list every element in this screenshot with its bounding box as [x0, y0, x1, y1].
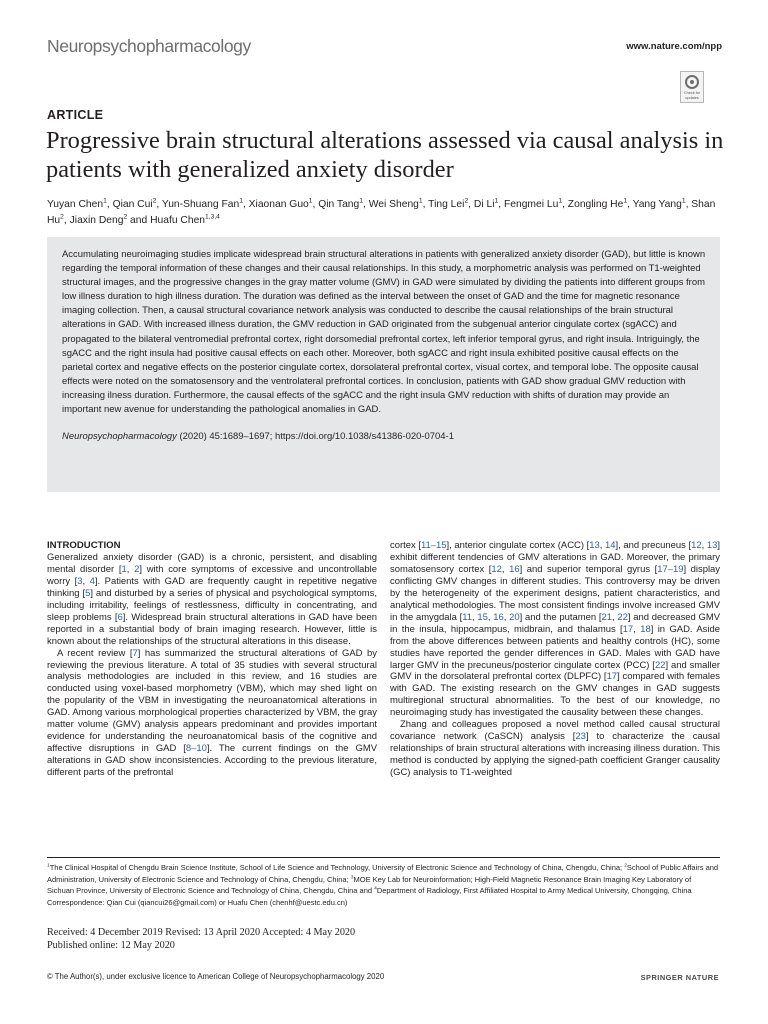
reference-link[interactable]: 20: [509, 611, 520, 623]
copyright-notice: © The Author(s), under exclusive licence to American College of Neuropsychopharmacology 2020: [47, 972, 385, 981]
reference-link[interactable]: 13: [706, 540, 718, 551]
reference-link[interactable]: 8–10: [185, 743, 207, 755]
citation-doi[interactable]: (2020) 45:1689–1697; https://doi.org/10.1038/s41386-020-0704-1: [176, 431, 454, 443]
check-updates-label: Check for updates: [683, 91, 701, 100]
footnote-rule: [47, 857, 720, 858]
author-list: Yuyan Chen$^1$, Qian Cui$^2$, Yun-Shuang Fan$^1$, Xiaonan Guo$^1$, Qin Tang$^1$, Wei Sheng$^1$, Ting Lei$^2$, Di Li$^1$, Fengmei Lu$^1$, Zongling He$^1$, Yang Yang$^1$, Shan Hu$^2$, Jiaxin Deng$^2$ and Huafu Chen$^{1,3,4}$: [47, 197, 716, 226]
reference-link[interactable]: 18: [640, 623, 651, 635]
reference-link[interactable]: 17: [622, 623, 634, 635]
reference-link[interactable]: 5: [85, 587, 91, 599]
reference-link[interactable]: 11: [462, 611, 473, 623]
left-column: [47, 540, 377, 779]
journal-name: Neuropsychopharmacology: [47, 36, 251, 56]
affiliations: $^1$The Clinical Hospital of Chengdu Brain Science Institute, School of Life Science and Technology, University of Electronic Science and Technology of China, Chengdu, China; $^2$School of Public Affairs and Administration, University of Electronic Science and Technology of China, Chengdu, China; $^3$MOE Key Lab for Neuroinformation; High-Field Magnetic Resonance Brain Imaging Key Laboratory of Sichuan Province, University of Electronic Science and Technology of China, Chengdu, China and $^4$Department of Radiology, First Affiliated Hospital to Army Medical University, Chongqing, China Correspondence: Qian Cui (qiancui26@gmail.com) or Huafu Chen (chenhf@uestc.edu.cn): [47, 863, 719, 907]
introduction-heading: INTRODUCTION: [47, 540, 121, 551]
reference-link[interactable]: 22: [654, 659, 666, 671]
reference-link[interactable]: 17: [606, 671, 618, 683]
citation-line: [62, 430, 706, 443]
abstract-box: [47, 237, 720, 492]
received-dates: Received: 4 December 2019 Revised: 13 April 2020 Accepted: 4 May 2020: [47, 927, 356, 938]
reference-link[interactable]: 16: [509, 563, 520, 575]
abstract-text: Accumulating neuroimaging studies implicate widespread brain structural alterations in patients with generalized anxiety disorder (GAD), but little is known regarding the temporal information of these changes and their causal relationships. In this study, a morphometric analysis was performed on T1-weighted structural images, and the progressive changes in the gray matter volume (GMV) in GAD were simulated by dividing the patients into different groups from low illness duration to high illness duration. The duration was defined as the interval between the onset of GAD and the time for magnetic resonance imaging collection. Then, a causal structural covariance network analysis was conducted to describe the causal relationships of the brain structural alterations in GAD. With increased illness duration, the GMV reduction in GAD originated from the subgenual anterior cingulate cortex (sgACC) and propagated to the bilateral ventromedial prefrontal cortex, right dorsomedial prefrontal cortex, left inferior temporal gyrus, and right insula. Intriguingly, the sgACC and the right insula had positive causal effects on each other. Moreover, both sgACC and right insula exhibited positive causal effects on the parietal cortex and negative effects on the posterior cingulate cortex, dorsolateral prefrontal cortex, visual cortex, and temporal lobe. The opposite causal effects were noted on the somatosensory and the ventrolateral prefrontal cortices. In conclusion, patients with GAD show gradual GMV reduction with increasing ilness duration. Furthermore, the causal effects of the sgACC and the right insula GMV reduction with shifts of duration may provide an important new avenue for understanding the pathological anomalies in GAD.: [62, 249, 706, 416]
reference-link[interactable]: 22: [617, 611, 628, 623]
check-updates-icon: [685, 75, 699, 89]
check-for-updates-badge[interactable]: [680, 71, 704, 103]
intro-paragraph-3: cortex [11–15], anterior cingulate cortex (ACC) [13, 14], and precuneus [12, 13] exhibit different tendencies of GMV alterations in GAD. Moreover, the primary somatosensory cortex [12, 16] and superior temporal gyrus [17–19] display conflicting GMV changes in different studies. This controversy may be driven by the heterogeneity of the experiment designs, patient characteristics, and analytical methodologies. The most consistent findings involve increased GMV in the amygdala [11, 15, 16, 20] and the putamen [21, 22] and decreased GMV in the insula, hippocampus, midbrain, and thalamus [17, 18] in GAD. Aside from the above differences between patients and healthy controls (HC), some studies have reported the gender differences in GAD. Males with GAD have larger GMV in the precuneus/posterior cingulate cortex (PCC) [22] and smaller GMV in the dorsolateral prefrontal cortex (DLPFC) [17] compared with females with GAD. The existing research on the GMV changes in GAD suggests multiregional structural abnormalities. To the best of our knowledge, no neuroimaging study has investigated the causality between these changes.: [390, 540, 721, 719]
right-column: [390, 540, 720, 779]
reference-link[interactable]: 2: [134, 563, 140, 575]
reference-link[interactable]: 6: [117, 611, 123, 623]
intro-paragraph-1: Generalized anxiety disorder (GAD) is a chronic, persistent, and disabling mental disorder [1, 2] with core symptoms of excessive and uncontrollable worry [3, 4]. Patients with GAD are frequently caught in repetitive negative thinking [5] and disturbed by a series of physical and psychological symptoms, including irritability, feelings of restlessness, difficulty in concentrating, and sleep problems [6]. Widespread brain structural alterations in GAD have been reported in a substantial body of brain imaging research. However, little is known about the relationships of the structural alterations in this disease.: [47, 551, 378, 647]
reference-link[interactable]: 14: [605, 540, 616, 551]
springer-nature-logo: SPRINGER NATURE: [640, 973, 719, 982]
reference-link[interactable]: 12: [691, 540, 702, 551]
reference-link[interactable]: 15: [477, 611, 488, 623]
journal-url[interactable]: www.nature.com/npp: [626, 41, 722, 52]
reference-link[interactable]: 7: [132, 647, 138, 659]
article-history: [47, 927, 720, 953]
reference-link[interactable]: 21: [601, 611, 612, 623]
reference-link[interactable]: 16: [493, 611, 504, 623]
reference-link[interactable]: 23: [575, 731, 586, 743]
article-label: ARTICLE: [47, 108, 104, 122]
reference-link[interactable]: 12: [491, 563, 502, 575]
reference-link[interactable]: 1: [121, 563, 127, 575]
citation-journal: Neuropsychopharmacology: [62, 431, 177, 443]
article-title: Progressive brain structural alterations assessed via causal analysis in patients with generalized anxiety disorder: [46, 127, 724, 183]
intro-paragraph-2: A recent review [7] has summarized the structural alterations of GAD by reviewing the previous literature. A total of 35 studies with several structural analysis methodologies are included in this review, and 16 studies are conducted using voxel-based morphometry (VBM), which may shed light on the popularity of the VBM in investigating the neuroanatomical alterations in GAD. Among various morphological properties characterized by VBM, the gray matter volume (GMV) analysis appears predominant and provides important evidence for understanding the neuroanatomical basis of the cognitive and affective disruptions in GAD [8–10]. The current findings on the GMV alterations in GAD show inconsistencies. According to the previous literature, different parts of the prefrontal: [47, 647, 377, 779]
reference-link[interactable]: 4: [89, 575, 95, 587]
reference-link[interactable]: 11–15: [420, 540, 447, 551]
reference-link[interactable]: 13: [589, 540, 600, 551]
published-date: Published online: 12 May 2020: [47, 939, 175, 951]
reference-link[interactable]: 3: [77, 575, 83, 587]
reference-link[interactable]: 17–19: [657, 563, 684, 575]
intro-paragraph-4: Zhang and colleagues proposed a novel method called causal structural covariance network (CaSCN) analysis [23] to characterize the causal relationships of brain structural alterations with increasing illness duration. This method is conducted by applying the signed-path coefficient Granger causality (GC) analysis to T1-weighted: [390, 719, 720, 779]
